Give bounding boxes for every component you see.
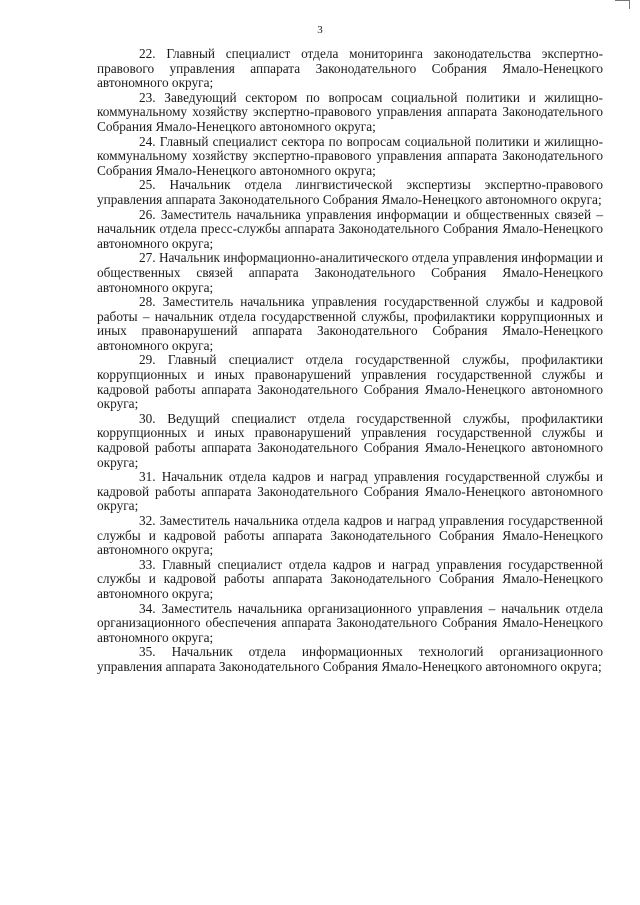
list-item-34: 34. Заместитель начальника организационного управления – начальник отдела организационного обеспечения аппарата Законодательного Собрания Ямало-Ненецкого автономного округа;	[97, 600, 603, 645]
list-item-22: 22. Главный специалист отдела мониторинга законодательства экспертно-правового управления аппарата Законодательного Собрания Ямало-Ненецкого автономного округа;	[97, 46, 603, 91]
list-item-26: 26. Заместитель начальника управления информации и общественных связей – начальник отдела пресс-службы аппарата Законодательного Собрания Ямало-Ненецкого автономного округа;	[97, 206, 603, 251]
document-body	[97, 47, 603, 675]
list-item-27: 27. Начальник информационно-аналитического отдела управления информации и общественных связей аппарата Законодательного Собрания Ямало-Ненецкого автономного округа;	[97, 250, 603, 295]
list-item-31: 31. Начальник отдела кадров и наград управления государственной службы и кадровой работы аппарата Законодательного Собрания Ямало-Ненецкого автономного округа;	[97, 469, 603, 514]
list-item-35: 35. Начальник отдела информационных технологий организационного управления аппарата Законодательного Собрания Ямало-Ненецкого автономного округа;	[97, 644, 603, 674]
list-item-33: 33. Главный специалист отдела кадров и наград управления государственной службы и кадровой работы аппарата Законодательного Собрания Ямало-Ненецкого автономного округа;	[97, 556, 603, 601]
list-item-24: 24. Главный специалист сектора по вопросам социальной политики и жилищно-коммунальному хозяйству экспертно-правового управления аппарата Законодательного Собрания Ямало-Ненецкого автономного округа;	[97, 133, 603, 178]
list-item-29: 29. Главный специалист отдела государственной службы, профилактики коррупционных и иных правонарушений управления государственной службы и кадровой работы аппарата Законодательного Собрания Ямало-Ненецкого автономного округа;	[97, 352, 603, 412]
scan-edge-mark	[615, 0, 630, 9]
list-item-32: 32. Заместитель начальника отдела кадров и наград управления государственной службы и кадровой работы аппарата Законодательного Собрания Ямало-Ненецкого автономного округа;	[97, 513, 603, 558]
page-number: 3	[317, 24, 323, 36]
list-item-25: 25. Начальник отдела лингвистической экспертизы экспертно-правового управления аппарата Законодательного Собрания Ямало-Ненецкого автономного округа;	[97, 177, 603, 207]
list-item-23: 23. Заведующий сектором по вопросам социальной политики и жилищно-коммунальному хозяйству экспертно-правового управления аппарата Законодательного Собрания Ямало-Ненецкого автономного округа;	[97, 89, 603, 134]
list-item-28: 28. Заместитель начальника управления государственной службы и кадровой работы – начальник отдела государственной службы, профилактики коррупционных и иных правонарушений аппарата Законодательного Собрания Ямало-Ненецкого автономного округа;	[97, 294, 603, 353]
list-item-30: 30. Ведущий специалист отдела государственной службы, профилактики коррупционных и иных правонарушений управления государственной службы и кадровой работы аппарата Законодательного Собрания Ямало-Ненецкого автономного округа;	[97, 410, 603, 470]
